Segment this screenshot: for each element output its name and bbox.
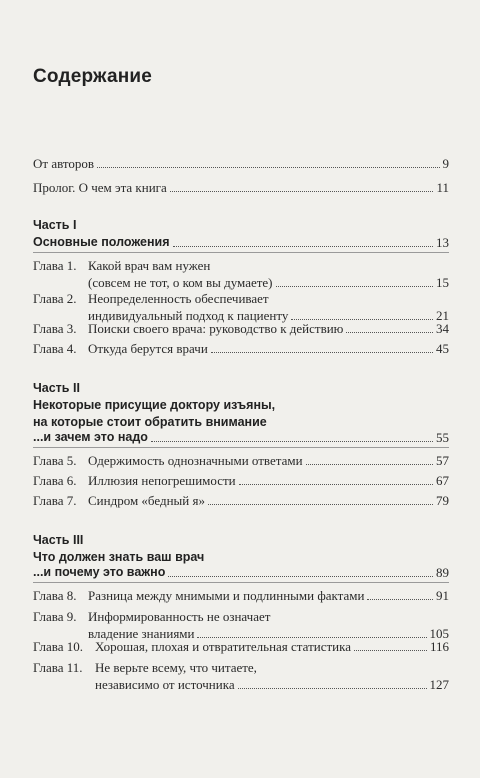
chapter-page: 116 xyxy=(429,639,449,654)
chapter-number: Глава 5. xyxy=(33,453,77,468)
part-2-title xyxy=(33,428,449,446)
dot-leader xyxy=(276,285,433,287)
part-page: 89 xyxy=(436,565,449,580)
chapter-number: Глава 8. xyxy=(33,588,77,603)
chapter-title-line: Разница между мнимыми и подлинными фактами xyxy=(88,588,365,603)
dot-leader xyxy=(346,331,433,333)
dot-leader xyxy=(97,166,439,168)
chapter-title-line: Неопределенность обеспечивает xyxy=(88,291,269,306)
entry-label: От авторов xyxy=(33,156,95,171)
dot-leader xyxy=(354,649,427,651)
dot-leader xyxy=(208,503,433,505)
part-title-line: ...и зачем это надо xyxy=(33,430,148,444)
chapter-number: Глава 7. xyxy=(33,493,77,508)
chapter-number: Глава 4. xyxy=(33,341,77,356)
dot-leader xyxy=(238,687,427,689)
chapter-page: 34 xyxy=(436,321,449,336)
dot-leader xyxy=(151,440,433,442)
part-1-title xyxy=(33,233,449,251)
chapter-title-line: Синдром «бедный я» xyxy=(88,493,205,508)
toc-entry-prologue xyxy=(33,178,449,196)
chapter-number: Глава 10. xyxy=(33,639,84,654)
chapter-title-line: Какой врач вам нужен xyxy=(88,258,211,273)
chapter-number: Глава 3. xyxy=(33,321,77,336)
dot-leader xyxy=(168,575,433,577)
chapter-number: Глава 11. xyxy=(33,660,83,675)
entry-page: 9 xyxy=(442,156,449,171)
chapter-title-line: независимо от источника xyxy=(95,677,235,692)
part-page: 13 xyxy=(436,235,449,250)
chapter-title-line: индивидуальный подход к пациенту xyxy=(88,308,289,323)
part-title-line: на которые стоит обратить внимание xyxy=(33,415,267,429)
chapter-title-line: (совсем не тот, о ком вы думаете) xyxy=(88,275,273,290)
chapter-number: Глава 2. xyxy=(33,291,77,306)
dot-leader xyxy=(173,245,434,247)
part-1-rule xyxy=(33,252,449,253)
toc-heading: Содержание xyxy=(33,66,153,87)
chapter-page: 127 xyxy=(429,677,449,692)
chapter-number: Глава 9. xyxy=(33,609,77,624)
part-3-title-block xyxy=(33,532,204,566)
chapter-page: 21 xyxy=(436,308,449,323)
entry-label: Пролог. О чем эта книга xyxy=(33,180,167,195)
part-2-title-block xyxy=(33,380,275,431)
chapter-number: Глава 6. xyxy=(33,473,77,488)
dot-leader xyxy=(211,351,433,353)
part-2-name: Часть II xyxy=(33,381,80,395)
part-3-name: Часть III xyxy=(33,533,84,547)
part-page: 55 xyxy=(436,430,449,445)
chapter-title-line: Хорошая, плохая и отвратительная статистика xyxy=(95,639,352,654)
chapter-title-line: Поиски своего врача: руководство к действию xyxy=(88,321,344,336)
chapter-page: 79 xyxy=(436,493,449,508)
part-title-line: Что должен знать ваш врач xyxy=(33,550,205,564)
chapter-title-line: владение знаниями xyxy=(88,626,195,641)
chapter-page: 91 xyxy=(436,588,449,603)
dot-leader xyxy=(170,190,434,192)
dot-leader xyxy=(367,598,433,600)
chapter-title-line: Откуда берутся врачи xyxy=(88,341,208,356)
chapter-title-line: Не верьте всему, что читаете, xyxy=(95,660,257,675)
chapter-title-line: Одержимость однозначными ответами xyxy=(88,453,303,468)
dot-leader xyxy=(239,483,433,485)
chapter-page: 105 xyxy=(429,626,449,641)
chapter-title-line: Информированность не означает xyxy=(88,609,271,624)
part-title-line: Основные положения xyxy=(33,235,170,249)
dot-leader xyxy=(306,463,433,465)
part-title-line: ...и почему это важно xyxy=(33,565,166,579)
chapter-number: Глава 1. xyxy=(33,258,77,273)
entry-page: 11 xyxy=(436,180,449,195)
chapter-title-line: Иллюзия непогрешимости xyxy=(88,473,236,488)
chapter-page: 57 xyxy=(436,453,449,468)
toc-entry-authors xyxy=(33,154,449,172)
part-1-name: Часть I xyxy=(33,218,77,232)
part-2-rule xyxy=(33,447,449,448)
part-3-rule xyxy=(33,582,449,583)
part-3-title xyxy=(33,563,449,581)
part-title-line: Некоторые присущие доктору изъяны, xyxy=(33,398,276,412)
chapter-page: 15 xyxy=(436,275,449,290)
chapter-page: 45 xyxy=(436,341,449,356)
chapter-page: 67 xyxy=(436,473,449,488)
